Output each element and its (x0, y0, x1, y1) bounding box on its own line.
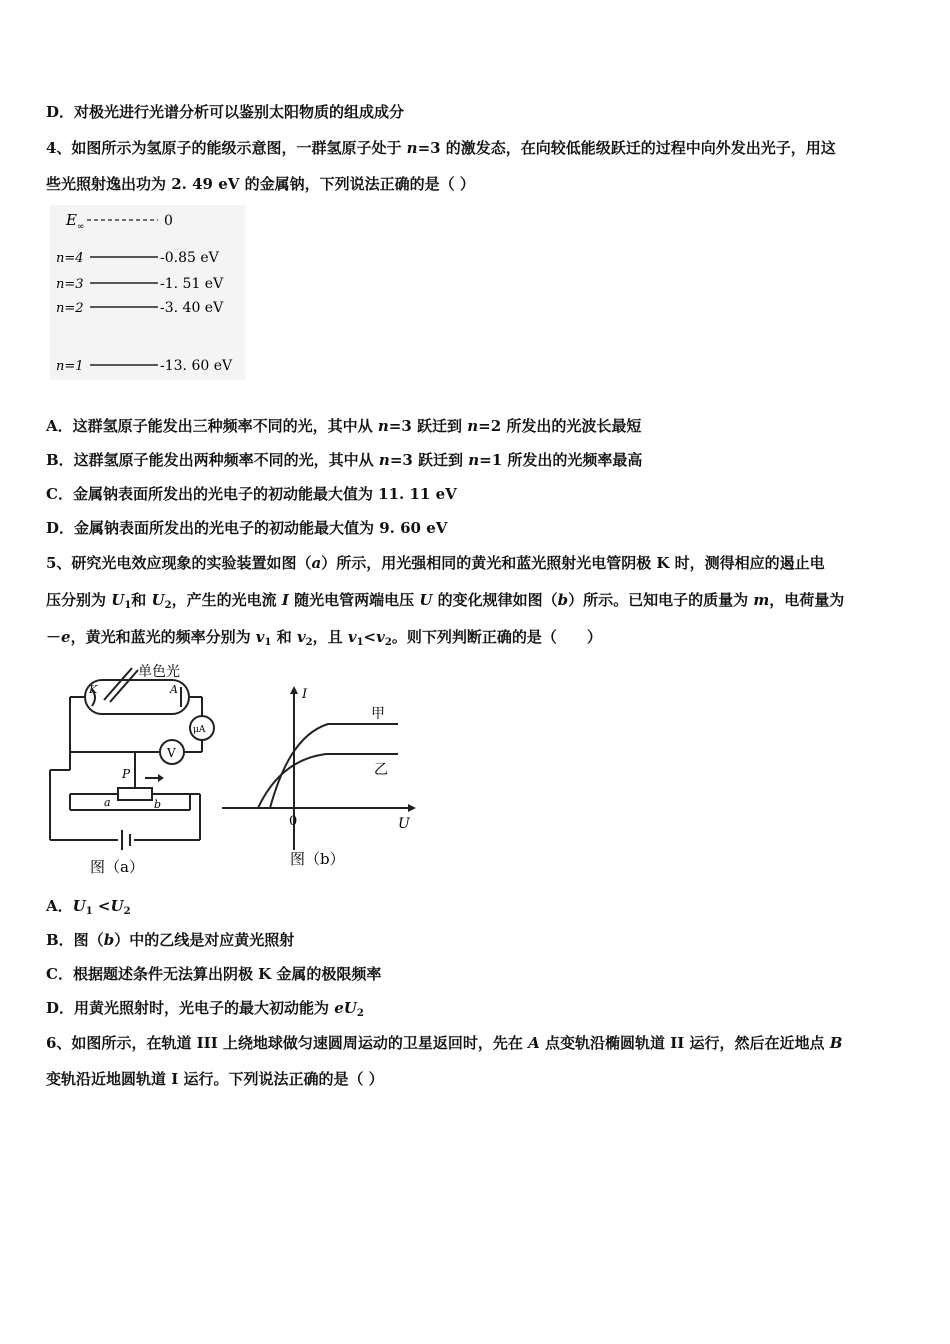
level-value-n3: -1. 51 eV (160, 276, 224, 292)
q4-option-c: C．金属钠表面所发出的光电子的初动能最大值为 11. 11 eV (46, 485, 457, 503)
origin-label: 0 (289, 814, 298, 829)
q3-option-d: D．对极光进行光谱分析可以鉴别太阳物质的组成成分 (46, 103, 405, 121)
rheostat-a-label: a (104, 796, 111, 809)
q5-stem-line1: 5、研究光电效应现象的实验装置如图（a）所示，用光强相同的黄光和蓝光照射光电管阴极 K 时，测得相应的遏止电 (46, 554, 825, 572)
em-value: 0 (164, 213, 173, 229)
ammeter-label: μA (193, 725, 206, 735)
level-value-n1: -13. 60 eV (160, 358, 233, 374)
q4-option-d: D．金属钠表面所发出的光电子的初动能最大值为 9. 60 eV (46, 519, 448, 537)
q5-option-b: B．图（b）中的乙线是对应黄光照射 (46, 931, 295, 949)
q4-option-a: A．这群氢原子能发出三种频率不同的光，其中从 n=3 跃迁到 n=2 所发出的光波长最短 (46, 417, 642, 435)
q6-stem-line2: 变轨沿近地圆轨道 I 运行。下列说法正确的是（ ） (46, 1070, 384, 1088)
level-value-n2: -3. 40 eV (160, 300, 224, 316)
anode-a-label: A (170, 683, 178, 696)
circuit-figure (40, 660, 225, 880)
rheostat-b-label: b (154, 798, 162, 811)
q5-option-d: D．用黄光照射时，光电子的最大初动能为 $eU_2$ (46, 999, 364, 1019)
y-axis-label: I (302, 687, 308, 702)
curve-jia-label: 甲 (371, 706, 385, 722)
q5-option-c: C．根据题述条件无法算出阴极 K 金属的极限频率 (46, 965, 382, 983)
x-axis-label: U (398, 816, 410, 832)
q6-stem-line1: 6、如图所示，在轨道 III 上绕地球做匀速圆周运动的卫星返回时，先在 A 点变轨沿椭圆轨道 II 运行，然后在近地点 B (46, 1034, 843, 1052)
light-label: 单色光 (138, 664, 180, 680)
q5-option-a: A．$U_1 <U_2$ (46, 897, 131, 917)
q5-stem-line2: 压分别为 $U_1$和 $U_2$，产生的光电流 I 随光电管两端电压 U 的变化规律如图（b）所示。已知电子的质量为 m，电荷量为 (46, 591, 845, 611)
energy-level-diagram (50, 205, 245, 380)
q4-stem-line2: 些光照射逸出功为 2. 49 eV 的金属钠，下列说法正确的是（ ） (46, 175, 475, 193)
q4-stem-line1: 4、如图所示为氢原子的能级示意图，一群氢原子处于 n=3 的激发态，在向较低能级跃迁的过程中向外发出光子，用这 (46, 139, 836, 157)
slider-p-label: P (122, 767, 131, 781)
level-label-n4: n=4 (56, 251, 84, 266)
q5-stem-line3: －e，黄光和蓝光的频率分别为 $v_1$ 和 $v_2$，且 $v_1<v_2$。则下列判断正确的是（ ） (46, 628, 602, 648)
curve-yi-label: 乙 (374, 762, 388, 778)
em-label: E (66, 211, 77, 229)
figure-a-caption: 图（a） (90, 858, 144, 876)
level-label-n2: n=2 (56, 301, 84, 316)
level-label-n1: n=1 (56, 359, 84, 374)
iv-graph-figure (218, 682, 418, 872)
level-value-n4: -0.85 eV (160, 250, 219, 266)
level-label-n3: n=3 (56, 277, 84, 292)
q4-option-b: B．这群氢原子能发出两种频率不同的光，其中从 n=3 跃迁到 n=1 所发出的光频率最高 (46, 451, 643, 469)
em-sub: ∞ (77, 222, 85, 232)
cathode-k-label: K (89, 683, 98, 696)
voltmeter-label: V (167, 746, 176, 760)
figure-b-caption: 图（b） (290, 850, 345, 868)
